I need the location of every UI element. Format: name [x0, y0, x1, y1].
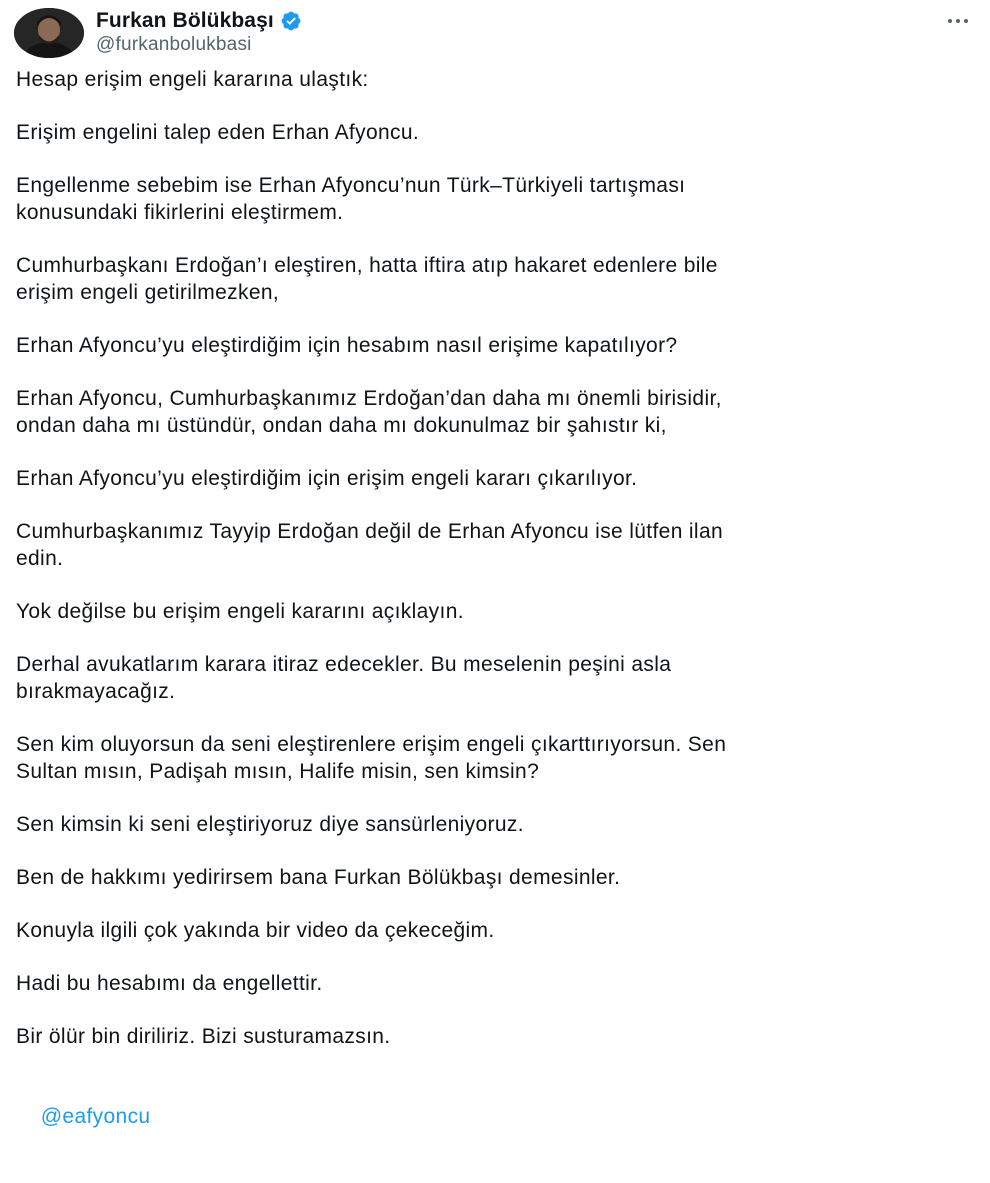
- tweet-paragraph: Engellenme sebebim ise Erhan Afyoncu’nun Türk–Türkiyeli tartışması konusundaki fikirlerini eleştirmem.: [16, 174, 686, 224]
- tweet-paragraph: Sen kimsin ki seni eleştiriyoruz diye sansürleniyoruz.: [16, 813, 524, 836]
- more-horizontal-icon-dot: [964, 19, 968, 23]
- tweet-paragraph: Sen kim oluyorsun da seni eleştirenlere erişim engeli çıkarttırıyorsun. Sen Sultan mısın, Padişah mısın, Halife misin, sen kimsin?: [16, 733, 727, 783]
- author-handle[interactable]: @furkanbolukbasi: [96, 34, 252, 55]
- display-name-row[interactable]: [96, 8, 302, 34]
- tweet-paragraph: Erhan Afyoncu’yu eleştirdiğim için erişim engeli kararı çıkarılıyor.: [16, 467, 638, 490]
- tweet-paragraph: Yok değilse bu erişim engeli kararını açıklayın.: [16, 600, 464, 623]
- tweet-paragraph: Erhan Afyoncu, Cumhurbaşkanımız Erdoğan’dan daha mı önemli birisidir, ondan daha mı üstündür, ondan daha mı dokunulmaz bir şahıstır ki,: [16, 387, 722, 437]
- tweet-paragraph: Ben de hakkımı yedirirsem bana Furkan Bölükbaşı demesinler.: [16, 866, 621, 889]
- tweet-paragraph: Erhan Afyoncu’yu eleştirdiğim için hesabım nasıl erişime kapatılıyor?: [16, 334, 678, 357]
- tweet-paragraph: Hadi bu hesabımı da engellettir.: [16, 972, 323, 995]
- tweet-paragraph: Cumhurbaşkanı Erdoğan’ı eleştiren, hatta iftira atıp hakaret edenlere bile erişim engeli getirilmezken,: [16, 254, 718, 304]
- more-horizontal-icon: [948, 19, 952, 23]
- verified-badge-icon[interactable]: [280, 10, 302, 32]
- tweet-paragraph: Bir ölür bin diriliriz. Bizi susturamazsın.: [16, 1025, 391, 1048]
- tweet-paragraph: Erişim engelini talep eden Erhan Afyoncu.: [16, 121, 420, 144]
- author-name-block: [96, 8, 302, 56]
- avatar-portrait-icon: [14, 8, 84, 58]
- mention-paragraph: [16, 1076, 976, 1157]
- more-horizontal-icon-dot: [956, 19, 960, 23]
- tweet-header: [14, 8, 976, 58]
- mention-link[interactable]: @eafyoncu: [40, 1105, 151, 1128]
- author-avatar[interactable]: [14, 8, 84, 58]
- tweet-paragraph: Konuyla ilgili çok yakında bir video da çekeceğim.: [16, 919, 495, 942]
- tweet-paragraph: Hesap erişim engeli kararına ulaştık:: [16, 68, 369, 91]
- author-display-name[interactable]: Furkan Bölükbaşı: [96, 9, 274, 32]
- more-options-button[interactable]: [940, 8, 976, 34]
- tweet-paragraph: Cumhurbaşkanımız Tayyip Erdoğan değil de Erhan Afyoncu ise lütfen ilan edin.: [16, 520, 724, 570]
- tweet-text: [16, 66, 976, 1183]
- tweet-paragraph: Derhal avukatlarım karara itiraz edecekler. Bu meselenin peşini asla bırakmayacağız.: [16, 653, 672, 703]
